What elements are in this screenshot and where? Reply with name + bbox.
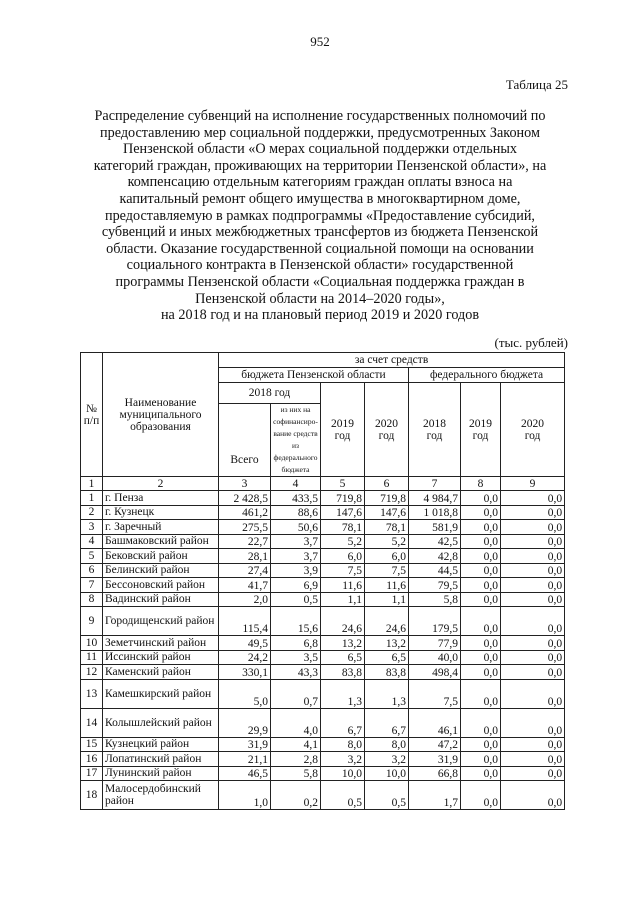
cofinancing-2018-cell: 4,1 bbox=[271, 737, 321, 752]
federal-2018-cell: 42,5 bbox=[409, 534, 461, 549]
row-number-cell: 5 bbox=[81, 549, 103, 564]
federal-2019-cell: 0,0 bbox=[461, 708, 501, 737]
column-number: 6 bbox=[365, 477, 409, 491]
cofinancing-2018-cell: 4,0 bbox=[271, 708, 321, 737]
subvention-table bbox=[80, 352, 565, 810]
regional-2019-cell: 147,6 bbox=[321, 505, 365, 520]
regional-2020-cell: 3,2 bbox=[365, 752, 409, 767]
regional-2019-cell: 0,5 bbox=[321, 781, 365, 810]
federal-2020-cell: 0,0 bbox=[501, 665, 565, 680]
regional-2019-cell: 719,8 bbox=[321, 491, 365, 506]
row-number-cell: 16 bbox=[81, 752, 103, 767]
row-number-cell: 13 bbox=[81, 679, 103, 708]
header-regional-2020: 2020 год bbox=[365, 383, 409, 477]
federal-2019-cell: 0,0 bbox=[461, 563, 501, 578]
total-2018-cell: 28,1 bbox=[219, 549, 271, 564]
federal-2018-cell: 66,8 bbox=[409, 766, 461, 781]
federal-2018-cell: 179,5 bbox=[409, 607, 461, 636]
municipality-name-cell: Малосердобинский район bbox=[103, 781, 219, 810]
federal-2018-cell: 4 984,7 bbox=[409, 491, 461, 506]
row-number-cell: 14 bbox=[81, 708, 103, 737]
federal-2020-cell: 0,0 bbox=[501, 505, 565, 520]
total-2018-cell: 29,9 bbox=[219, 708, 271, 737]
federal-2020-cell: 0,0 bbox=[501, 781, 565, 810]
row-number-cell: 1 bbox=[81, 491, 103, 506]
title-line: Пензенской области «О мерах социальной поддержки отдельных bbox=[122, 141, 517, 158]
federal-2019-cell: 0,0 bbox=[461, 752, 501, 767]
federal-2018-cell: 47,2 bbox=[409, 737, 461, 752]
regional-2020-cell: 7,5 bbox=[365, 563, 409, 578]
cofinancing-2018-cell: 88,6 bbox=[271, 505, 321, 520]
federal-2019-cell: 0,0 bbox=[461, 636, 501, 651]
title-line: Распределение субвенций на исполнение государственных полномочий по bbox=[94, 108, 546, 124]
regional-2020-cell: 1,1 bbox=[365, 592, 409, 607]
regional-2020-cell: 0,5 bbox=[365, 781, 409, 810]
table-row bbox=[81, 534, 565, 549]
row-number-cell: 9 bbox=[81, 607, 103, 636]
federal-2019-cell: 0,0 bbox=[461, 781, 501, 810]
regional-2019-cell: 13,2 bbox=[321, 636, 365, 651]
total-2018-cell: 27,4 bbox=[219, 563, 271, 578]
table-row bbox=[81, 636, 565, 651]
column-number: 4 bbox=[271, 477, 321, 491]
row-number-cell: 12 bbox=[81, 665, 103, 680]
title-line: области. Оказание государственной социальной помощи на основании bbox=[106, 240, 534, 257]
total-2018-cell: 275,5 bbox=[219, 520, 271, 535]
total-2018-cell: 21,1 bbox=[219, 752, 271, 767]
header-cofinancing: из них на софинансиро- вание средств из федерального бюджета bbox=[271, 404, 321, 477]
federal-2019-cell: 0,0 bbox=[461, 520, 501, 535]
table-row bbox=[81, 491, 565, 506]
table-row bbox=[81, 578, 565, 593]
regional-2020-cell: 24,6 bbox=[365, 607, 409, 636]
row-number-cell: 17 bbox=[81, 766, 103, 781]
federal-2020-cell: 0,0 bbox=[501, 549, 565, 564]
federal-2019-cell: 0,0 bbox=[461, 665, 501, 680]
header-federal-2018: 2018 год bbox=[409, 383, 461, 477]
municipality-name-cell: Белинский район bbox=[103, 563, 219, 578]
table-row bbox=[81, 650, 565, 665]
regional-2019-cell: 3,2 bbox=[321, 752, 365, 767]
regional-2019-cell: 6,7 bbox=[321, 708, 365, 737]
column-number: 9 bbox=[501, 477, 565, 491]
total-2018-cell: 2 428,5 bbox=[219, 491, 271, 506]
regional-2019-cell: 8,0 bbox=[321, 737, 365, 752]
federal-2018-cell: 77,9 bbox=[409, 636, 461, 651]
regional-2019-cell: 1,1 bbox=[321, 592, 365, 607]
regional-2019-cell: 6,5 bbox=[321, 650, 365, 665]
cofinancing-2018-cell: 6,9 bbox=[271, 578, 321, 593]
federal-2019-cell: 0,0 bbox=[461, 534, 501, 549]
federal-2020-cell: 0,0 bbox=[501, 650, 565, 665]
federal-2020-cell: 0,0 bbox=[501, 636, 565, 651]
federal-2020-cell: 0,0 bbox=[501, 534, 565, 549]
row-number-cell: 15 bbox=[81, 737, 103, 752]
table-row bbox=[81, 607, 565, 636]
municipality-name-cell: Бековский район bbox=[103, 549, 219, 564]
federal-2019-cell: 0,0 bbox=[461, 505, 501, 520]
regional-2019-cell: 10,0 bbox=[321, 766, 365, 781]
federal-2018-cell: 42,8 bbox=[409, 549, 461, 564]
title-line: на 2018 год и на плановый период 2019 и 2020 годов bbox=[160, 307, 480, 324]
regional-2019-cell: 24,6 bbox=[321, 607, 365, 636]
total-2018-cell: 41,7 bbox=[219, 578, 271, 593]
header-year-2018: 2018 год bbox=[219, 383, 321, 404]
federal-2020-cell: 0,0 bbox=[501, 708, 565, 737]
federal-2018-cell: 44,5 bbox=[409, 563, 461, 578]
regional-2020-cell: 6,5 bbox=[365, 650, 409, 665]
table-row bbox=[81, 520, 565, 535]
federal-2020-cell: 0,0 bbox=[501, 752, 565, 767]
federal-2019-cell: 0,0 bbox=[461, 549, 501, 564]
municipality-name-cell: Камешкирский район bbox=[103, 679, 219, 708]
federal-2018-cell: 40,0 bbox=[409, 650, 461, 665]
cofinancing-2018-cell: 43,3 bbox=[271, 665, 321, 680]
municipality-name-cell: Лунинский район bbox=[103, 766, 219, 781]
units-note: (тыс. рублей) bbox=[494, 335, 568, 350]
table-row bbox=[81, 708, 565, 737]
municipality-name-cell: г. Пенза bbox=[103, 491, 219, 506]
federal-2018-cell: 5,8 bbox=[409, 592, 461, 607]
header-regional-budget: бюджета Пензенской области bbox=[219, 368, 409, 383]
column-number: 8 bbox=[461, 477, 501, 491]
municipality-name-cell: Колышлейский район bbox=[103, 708, 219, 737]
row-number-cell: 4 bbox=[81, 534, 103, 549]
table-row bbox=[81, 592, 565, 607]
row-number-cell: 11 bbox=[81, 650, 103, 665]
federal-2019-cell: 0,0 bbox=[461, 766, 501, 781]
table-row bbox=[81, 766, 565, 781]
municipality-name-cell: Иссинский район bbox=[103, 650, 219, 665]
header-total: Всего bbox=[219, 404, 271, 477]
federal-2019-cell: 0,0 bbox=[461, 679, 501, 708]
column-number: 2 bbox=[103, 477, 219, 491]
federal-2019-cell: 0,0 bbox=[461, 578, 501, 593]
row-number-cell: 8 bbox=[81, 592, 103, 607]
cofinancing-2018-cell: 50,6 bbox=[271, 520, 321, 535]
federal-2018-cell: 46,1 bbox=[409, 708, 461, 737]
regional-2020-cell: 6,7 bbox=[365, 708, 409, 737]
column-number: 7 bbox=[409, 477, 461, 491]
title-line: предоставляемую в рамках подпрограммы «Предоставление субсидий, bbox=[105, 207, 535, 224]
federal-2020-cell: 0,0 bbox=[501, 607, 565, 636]
municipality-name-cell: Городищенский район bbox=[103, 607, 219, 636]
federal-2018-cell: 31,9 bbox=[409, 752, 461, 767]
header-federal-2020: 2020 год bbox=[501, 383, 565, 477]
federal-2018-cell: 581,9 bbox=[409, 520, 461, 535]
total-2018-cell: 1,0 bbox=[219, 781, 271, 810]
table-row bbox=[81, 679, 565, 708]
total-2018-cell: 31,9 bbox=[219, 737, 271, 752]
title-line: категорий граждан, проживающих на территории Пензенской области», на bbox=[93, 157, 547, 174]
federal-2019-cell: 0,0 bbox=[461, 491, 501, 506]
federal-2020-cell: 0,0 bbox=[501, 491, 565, 506]
municipality-name-cell: Лопатинский район bbox=[103, 752, 219, 767]
table-body bbox=[81, 491, 565, 810]
municipality-name-cell: г. Кузнецк bbox=[103, 505, 219, 520]
federal-2020-cell: 0,0 bbox=[501, 766, 565, 781]
header-federal-budget: федерального бюджета bbox=[409, 368, 565, 383]
cofinancing-2018-cell: 0,2 bbox=[271, 781, 321, 810]
cofinancing-2018-cell: 433,5 bbox=[271, 491, 321, 506]
regional-2019-cell: 83,8 bbox=[321, 665, 365, 680]
regional-2020-cell: 11,6 bbox=[365, 578, 409, 593]
table-row bbox=[81, 665, 565, 680]
title-line: социального контракта в Пензенской области» государственной bbox=[126, 257, 514, 274]
column-number: 5 bbox=[321, 477, 365, 491]
regional-2020-cell: 1,3 bbox=[365, 679, 409, 708]
municipality-name-cell: Башмаковский район bbox=[103, 534, 219, 549]
federal-2020-cell: 0,0 bbox=[501, 679, 565, 708]
page-number: 952 bbox=[310, 34, 330, 49]
regional-2020-cell: 78,1 bbox=[365, 520, 409, 535]
header-name: Наименование муниципального образования bbox=[103, 353, 219, 477]
federal-2018-cell: 498,4 bbox=[409, 665, 461, 680]
row-number-cell: 3 bbox=[81, 520, 103, 535]
table-row bbox=[81, 781, 565, 810]
federal-2019-cell: 0,0 bbox=[461, 607, 501, 636]
regional-2020-cell: 83,8 bbox=[365, 665, 409, 680]
cofinancing-2018-cell: 3,5 bbox=[271, 650, 321, 665]
regional-2019-cell: 1,3 bbox=[321, 679, 365, 708]
column-number: 1 bbox=[81, 477, 103, 491]
regional-2019-cell: 7,5 bbox=[321, 563, 365, 578]
title-line: предоставлению мер социальной поддержки, предусмотренных Законом bbox=[100, 124, 540, 141]
federal-2018-cell: 1,7 bbox=[409, 781, 461, 810]
regional-2019-cell: 78,1 bbox=[321, 520, 365, 535]
cofinancing-2018-cell: 0,5 bbox=[271, 592, 321, 607]
total-2018-cell: 115,4 bbox=[219, 607, 271, 636]
federal-2018-cell: 7,5 bbox=[409, 679, 461, 708]
table-row bbox=[81, 737, 565, 752]
federal-2020-cell: 0,0 bbox=[501, 578, 565, 593]
table-label: Таблица 25 bbox=[505, 77, 568, 92]
table-row bbox=[81, 505, 565, 520]
federal-2019-cell: 0,0 bbox=[461, 592, 501, 607]
municipality-name-cell: Кузнецкий район bbox=[103, 737, 219, 752]
title-line: программы Пензенской области «Социальная поддержка граждан в bbox=[115, 273, 525, 290]
regional-2020-cell: 13,2 bbox=[365, 636, 409, 651]
table-row bbox=[81, 563, 565, 578]
table-row bbox=[81, 752, 565, 767]
federal-2020-cell: 0,0 bbox=[501, 737, 565, 752]
federal-2019-cell: 0,0 bbox=[461, 737, 501, 752]
regional-2019-cell: 11,6 bbox=[321, 578, 365, 593]
federal-2020-cell: 0,0 bbox=[501, 592, 565, 607]
cofinancing-2018-cell: 15,6 bbox=[271, 607, 321, 636]
cofinancing-2018-cell: 3,9 bbox=[271, 563, 321, 578]
title-line: компенсацию отдельным категориям граждан оплаты взноса на bbox=[127, 174, 513, 191]
header-num: № п/п bbox=[81, 353, 103, 477]
regional-2019-cell: 5,2 bbox=[321, 534, 365, 549]
cofinancing-2018-cell: 6,8 bbox=[271, 636, 321, 651]
municipality-name-cell: Земетчинский район bbox=[103, 636, 219, 651]
cofinancing-2018-cell: 0,7 bbox=[271, 679, 321, 708]
total-2018-cell: 2,0 bbox=[219, 592, 271, 607]
federal-2020-cell: 0,0 bbox=[501, 563, 565, 578]
row-number-cell: 6 bbox=[81, 563, 103, 578]
header-federal-2019: 2019 год bbox=[461, 383, 501, 477]
regional-2019-cell: 6,0 bbox=[321, 549, 365, 564]
cofinancing-2018-cell: 3,7 bbox=[271, 549, 321, 564]
municipality-name-cell: Каменский район bbox=[103, 665, 219, 680]
row-number-cell: 7 bbox=[81, 578, 103, 593]
cofinancing-2018-cell: 2,8 bbox=[271, 752, 321, 767]
title-line: капитальный ремонт общего имущества в многоквартирном доме, bbox=[119, 190, 521, 207]
regional-2020-cell: 719,8 bbox=[365, 491, 409, 506]
total-2018-cell: 22,7 bbox=[219, 534, 271, 549]
regional-2020-cell: 10,0 bbox=[365, 766, 409, 781]
title-line: Пензенской области на 2014–2020 годы», bbox=[195, 290, 445, 307]
total-2018-cell: 5,0 bbox=[219, 679, 271, 708]
table-row bbox=[81, 549, 565, 564]
municipality-name-cell: Бессоновский район bbox=[103, 578, 219, 593]
column-number: 3 bbox=[219, 477, 271, 491]
row-number-cell: 2 bbox=[81, 505, 103, 520]
federal-2018-cell: 79,5 bbox=[409, 578, 461, 593]
total-2018-cell: 49,5 bbox=[219, 636, 271, 651]
federal-2019-cell: 0,0 bbox=[461, 650, 501, 665]
regional-2020-cell: 8,0 bbox=[365, 737, 409, 752]
total-2018-cell: 46,5 bbox=[219, 766, 271, 781]
federal-2018-cell: 1 018,8 bbox=[409, 505, 461, 520]
total-2018-cell: 24,2 bbox=[219, 650, 271, 665]
total-2018-cell: 330,1 bbox=[219, 665, 271, 680]
federal-2020-cell: 0,0 bbox=[501, 520, 565, 535]
row-number-cell: 10 bbox=[81, 636, 103, 651]
total-2018-cell: 461,2 bbox=[219, 505, 271, 520]
municipality-name-cell: г. Заречный bbox=[103, 520, 219, 535]
header-regional-2019: 2019 год bbox=[321, 383, 365, 477]
cofinancing-2018-cell: 3,7 bbox=[271, 534, 321, 549]
municipality-name-cell: Вадинский район bbox=[103, 592, 219, 607]
regional-2020-cell: 5,2 bbox=[365, 534, 409, 549]
regional-2020-cell: 147,6 bbox=[365, 505, 409, 520]
title-line: субвенций и иных межбюджетных трансфертов из бюджета Пензенской bbox=[101, 224, 539, 241]
document-title bbox=[70, 108, 570, 324]
header-funding: за счет средств bbox=[219, 353, 565, 368]
row-number-cell: 18 bbox=[81, 781, 103, 810]
regional-2020-cell: 6,0 bbox=[365, 549, 409, 564]
cofinancing-2018-cell: 5,8 bbox=[271, 766, 321, 781]
